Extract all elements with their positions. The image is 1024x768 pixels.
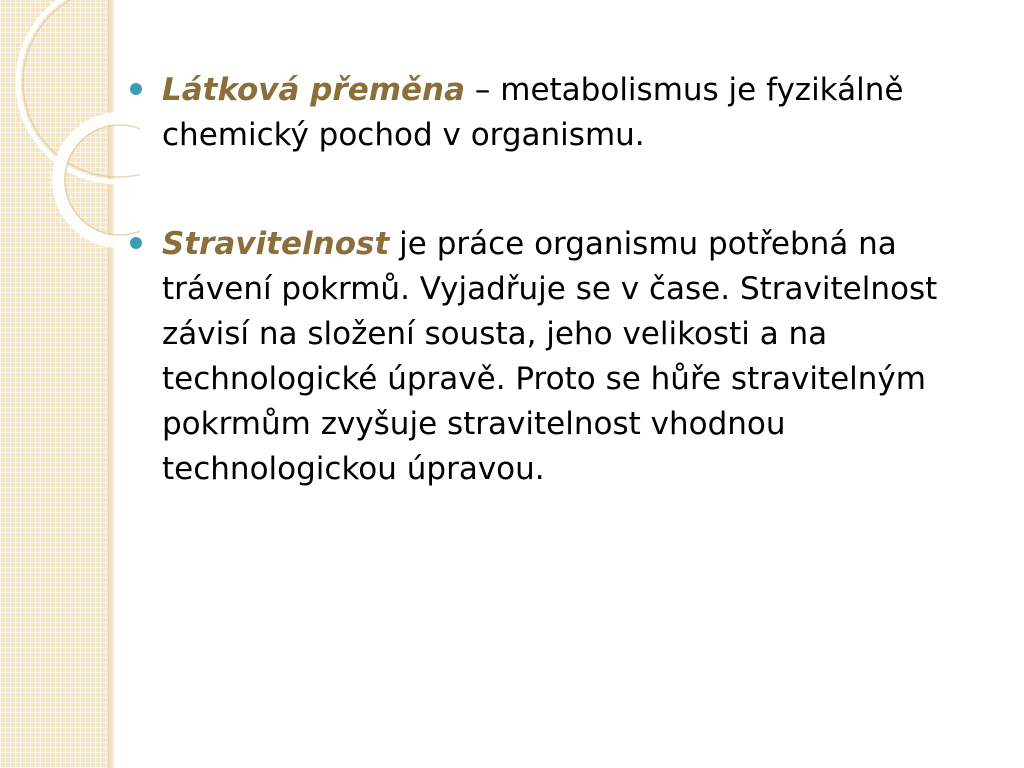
bullet-dot-icon [130,237,142,249]
bullet-list [130,68,990,556]
decorative-rings [0,0,140,260]
bullet-dot-icon [130,83,142,95]
term-latkova-premena: Látková přeměna [162,72,466,108]
term-stravitelnost: Stravitelnost [162,226,390,262]
bullet-item-latkova-premena [130,68,990,158]
definition-latkova-premena: – metabolismus je fyzikálně chemický pochod v organismu. [162,72,904,153]
definition-stravitelnost: je práce organismu potřebná na trávení pokrmů. Vyjadřuje se v čase. Stravitelnost závisí na složení sousta, jeho velikosti a na technologické úpravě. Proto se hůře stravitelným pokrmům zvyšuje stravitelnost vhodnou technologickou úpravou. [162,226,938,487]
bullet-item-stravitelnost [130,222,990,492]
